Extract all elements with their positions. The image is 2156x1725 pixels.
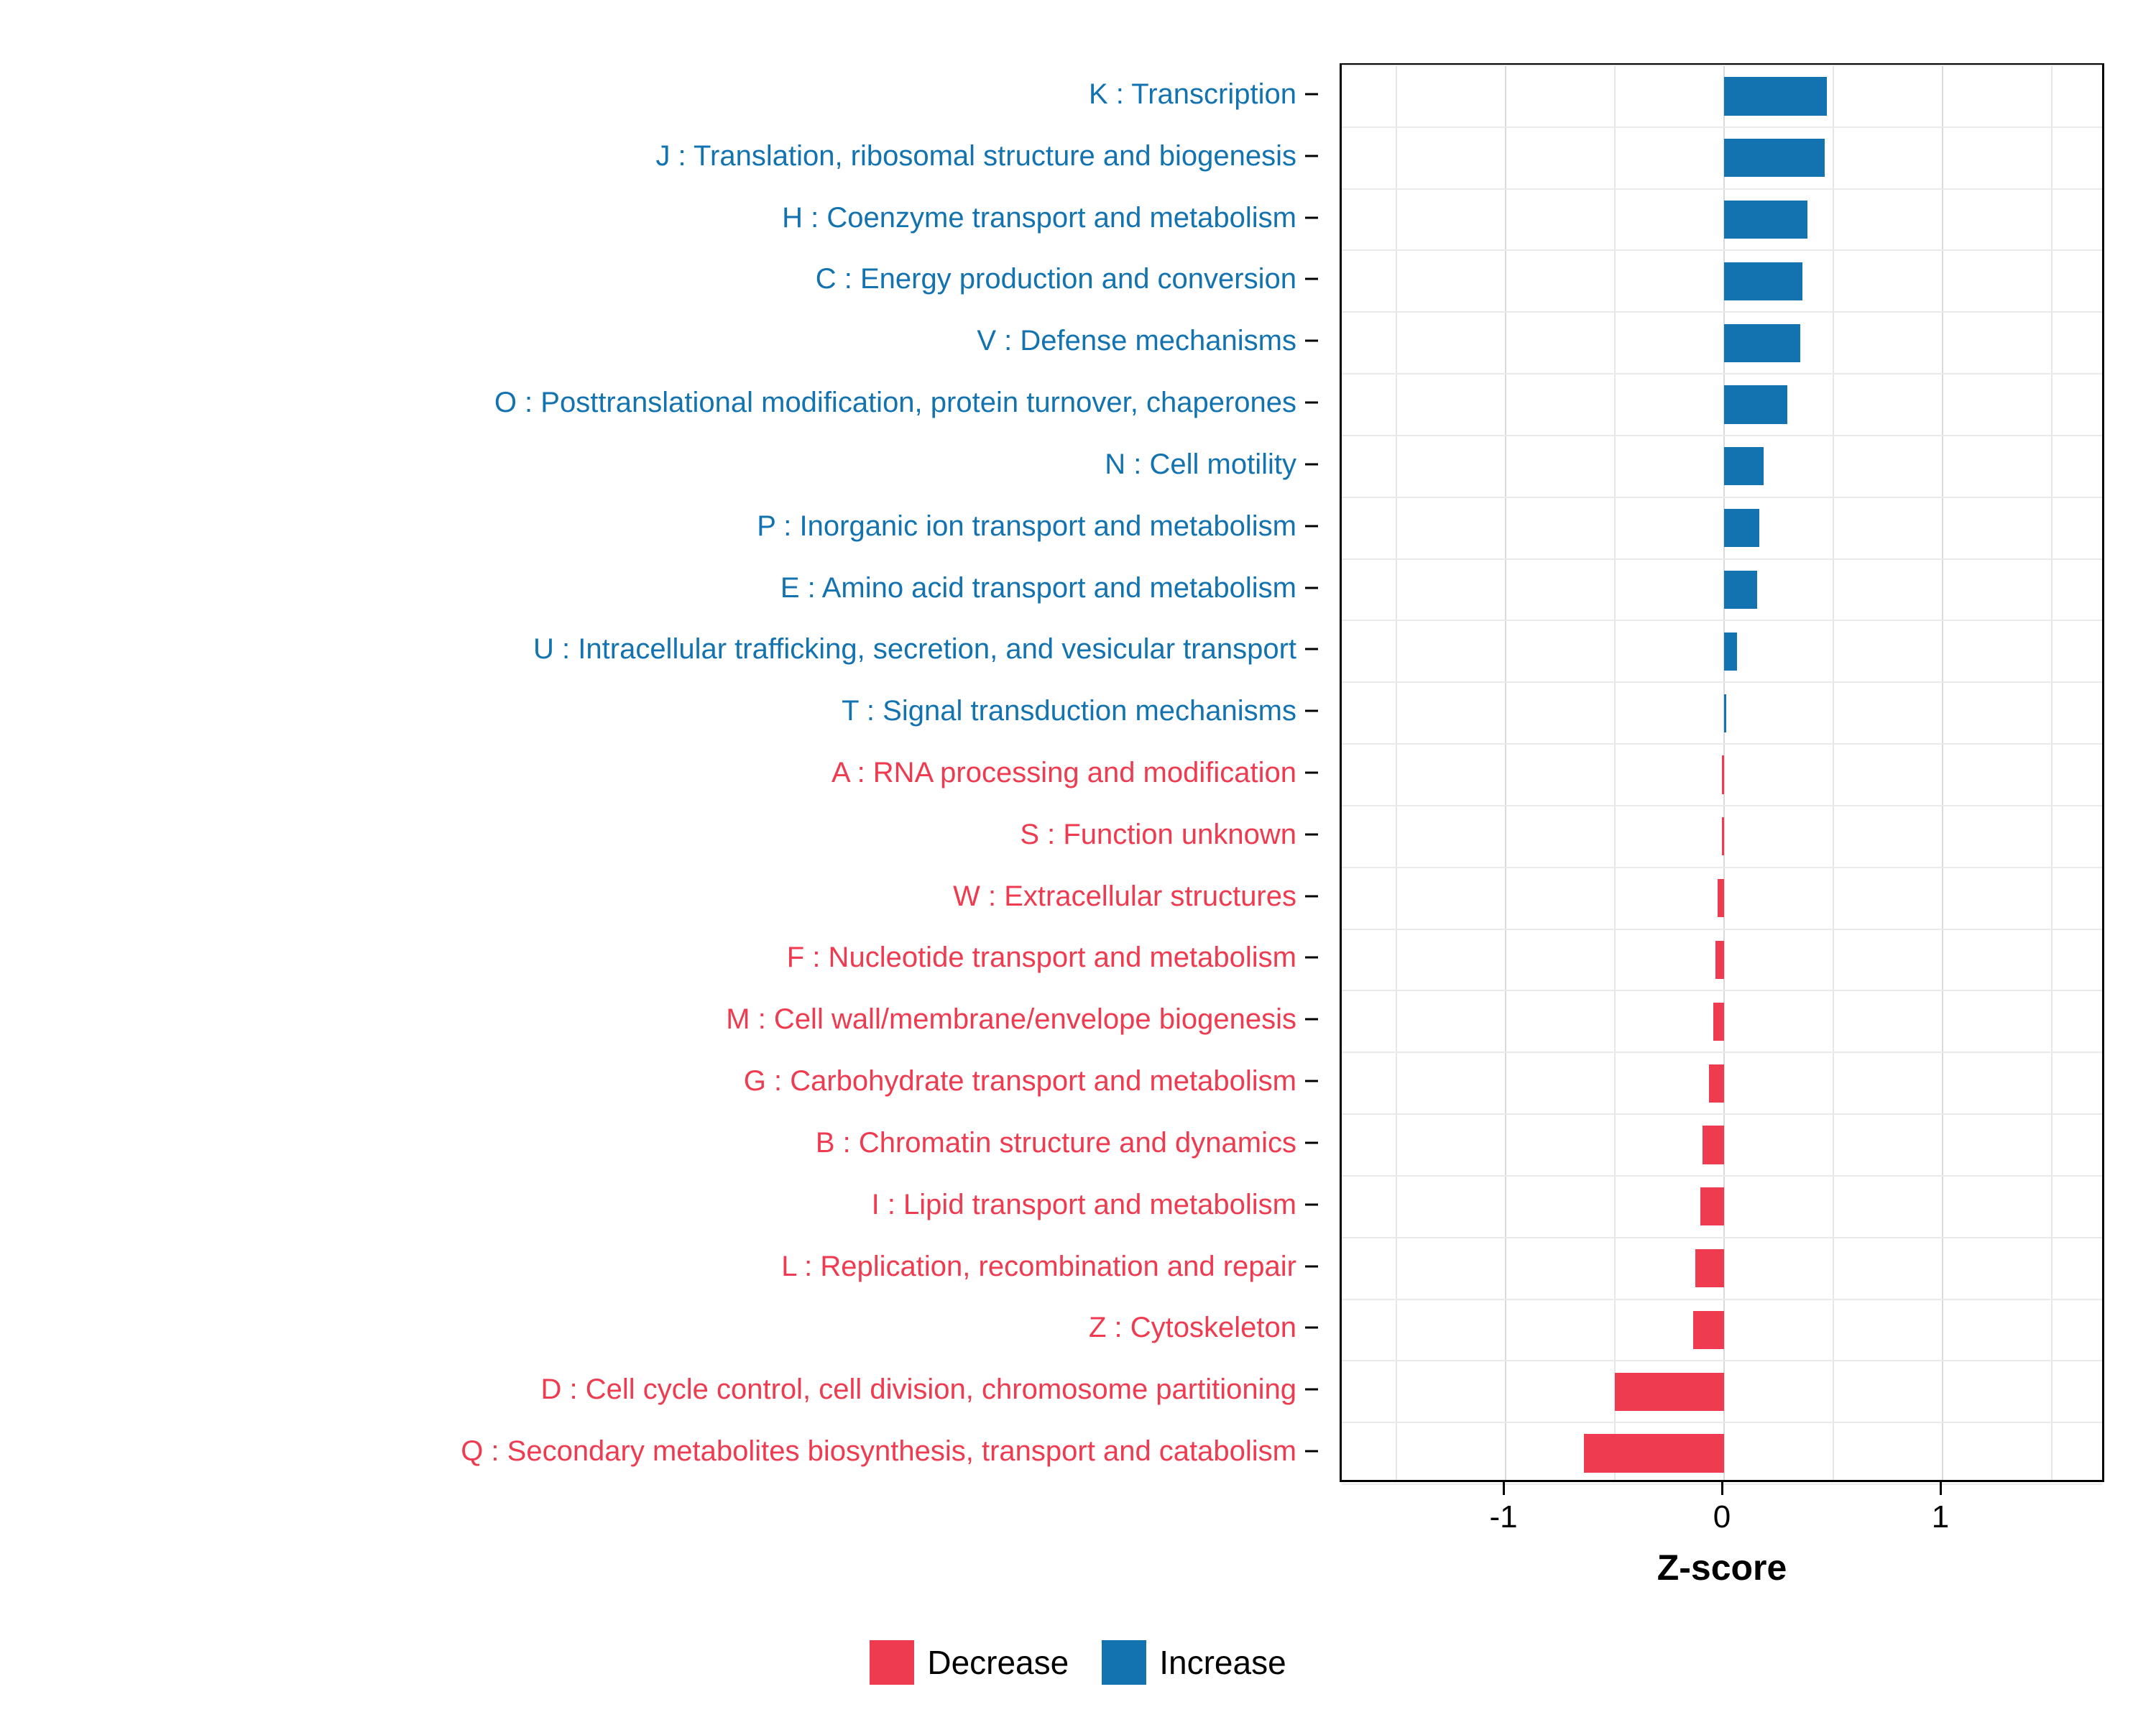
bar xyxy=(1724,324,1800,362)
category-label: S : Function unknown xyxy=(1020,818,1296,850)
category-tick xyxy=(1305,586,1318,589)
bar-row xyxy=(1342,139,2102,177)
legend-label-decrease: Decrease xyxy=(927,1644,1069,1681)
category-tick xyxy=(1305,340,1318,342)
category-tick xyxy=(1305,463,1318,465)
category-tick xyxy=(1305,895,1318,897)
x-tick-label: 0 xyxy=(1713,1499,1731,1535)
category-tick xyxy=(1305,1018,1318,1021)
bar-row xyxy=(1342,879,2102,917)
bar-row xyxy=(1342,1249,2102,1287)
bar xyxy=(1615,1373,1724,1411)
bar-row xyxy=(1342,509,2102,547)
category-label: D : Cell cycle control, cell division, chromosome partitioning xyxy=(540,1374,1296,1406)
bar-row xyxy=(1342,262,2102,300)
category-label: I : Lipid transport and metabolism xyxy=(871,1188,1296,1220)
category-label: Q : Secondary metabolites biosynthesis, transport and catabolism xyxy=(461,1435,1296,1468)
category-tick xyxy=(1305,710,1318,712)
bar-row xyxy=(1342,1064,2102,1103)
bar xyxy=(1718,879,1724,917)
category-tick xyxy=(1305,648,1318,650)
bar-row xyxy=(1342,755,2102,794)
x-tick xyxy=(1721,1482,1723,1495)
bar xyxy=(1693,1311,1724,1349)
category-tick xyxy=(1305,93,1318,95)
bar xyxy=(1724,447,1764,485)
category-tick xyxy=(1305,772,1318,774)
category-label: P : Inorganic ion transport and metabolism xyxy=(757,510,1296,542)
category-label: Z : Cytoskeleton xyxy=(1088,1312,1296,1344)
x-tick xyxy=(1503,1482,1505,1495)
bar-row xyxy=(1342,1126,2102,1164)
bar xyxy=(1724,262,1802,300)
bar-row xyxy=(1342,324,2102,362)
bar-row xyxy=(1342,1311,2102,1349)
plot-area xyxy=(1340,63,2104,1482)
category-label: T : Signal transduction mechanisms xyxy=(842,695,1296,727)
category-tick xyxy=(1305,1327,1318,1329)
x-tick-label: -1 xyxy=(1489,1499,1518,1535)
legend-key-decrease xyxy=(870,1640,914,1685)
bar-row xyxy=(1342,201,2102,239)
legend xyxy=(0,1640,2156,1685)
bar xyxy=(1722,817,1724,855)
category-axis-labels xyxy=(0,63,1318,1482)
category-label: F : Nucleotide transport and metabolism xyxy=(786,942,1296,974)
category-tick xyxy=(1305,1265,1318,1267)
bar xyxy=(1724,139,1825,177)
bar xyxy=(1724,509,1759,547)
bar-row xyxy=(1342,1187,2102,1225)
category-label: G : Carbohydrate transport and metabolism xyxy=(743,1065,1296,1098)
category-tick xyxy=(1305,1080,1318,1082)
bar xyxy=(1724,385,1787,423)
category-label: N : Cell motility xyxy=(1105,448,1296,480)
category-label: U : Intracellular trafficking, secretion, and vesicular transport xyxy=(533,633,1296,666)
x-tick-label: 1 xyxy=(1931,1499,1950,1535)
legend-item-decrease xyxy=(870,1640,1069,1685)
category-label: K : Transcription xyxy=(1088,78,1296,110)
x-axis-title: Z-score xyxy=(1657,1547,1787,1588)
bar xyxy=(1724,632,1737,671)
bar-row xyxy=(1342,1434,2102,1472)
category-tick xyxy=(1305,155,1318,157)
bar xyxy=(1724,201,1807,239)
bar xyxy=(1695,1249,1724,1287)
category-label: B : Chromatin structure and dynamics xyxy=(815,1126,1296,1159)
category-tick xyxy=(1305,525,1318,527)
category-label: E : Amino acid transport and metabolism xyxy=(780,571,1296,604)
bar xyxy=(1724,571,1757,609)
legend-key-increase xyxy=(1102,1640,1146,1685)
bar-series xyxy=(1342,65,2102,1480)
bar xyxy=(1584,1434,1724,1472)
category-label: M : Cell wall/membrane/envelope biogenesis xyxy=(726,1003,1296,1036)
category-label: A : RNA processing and modification xyxy=(831,757,1296,788)
category-label: O : Posttranslational modification, protein turnover, chaperones xyxy=(494,387,1296,419)
x-tick xyxy=(1940,1482,1942,1495)
category-label: J : Translation, ribosomal structure and biogenesis xyxy=(655,139,1296,172)
category-tick xyxy=(1305,1450,1318,1453)
bar xyxy=(1724,694,1726,732)
bar xyxy=(1700,1187,1724,1225)
category-tick xyxy=(1305,1203,1318,1205)
category-label: W : Extracellular structures xyxy=(953,880,1296,912)
bar-row xyxy=(1342,447,2102,485)
category-label: V : Defense mechanisms xyxy=(977,325,1296,357)
bar-row xyxy=(1342,571,2102,609)
category-tick xyxy=(1305,216,1318,218)
bar xyxy=(1724,77,1827,115)
bar-row xyxy=(1342,385,2102,423)
category-tick xyxy=(1305,957,1318,959)
category-tick xyxy=(1305,1141,1318,1144)
bar-row xyxy=(1342,817,2102,855)
category-label: L : Replication, recombination and repair xyxy=(781,1250,1296,1282)
legend-label-increase: Increase xyxy=(1159,1644,1286,1681)
bar-row xyxy=(1342,1373,2102,1411)
category-tick xyxy=(1305,1389,1318,1391)
bar-row xyxy=(1342,77,2102,115)
bar-row xyxy=(1342,632,2102,671)
bar-row xyxy=(1342,694,2102,732)
bar xyxy=(1709,1064,1724,1103)
category-tick xyxy=(1305,402,1318,404)
bar xyxy=(1713,1003,1724,1041)
bar-row xyxy=(1342,941,2102,979)
category-label: C : Energy production and conversion xyxy=(815,263,1296,295)
bar xyxy=(1722,755,1724,794)
bar xyxy=(1715,941,1724,979)
bar-row xyxy=(1342,1003,2102,1041)
category-tick xyxy=(1305,833,1318,835)
legend-item-increase xyxy=(1102,1640,1286,1685)
bar xyxy=(1703,1126,1724,1164)
category-label: H : Coenzyme transport and metabolism xyxy=(782,201,1296,234)
category-tick xyxy=(1305,278,1318,280)
